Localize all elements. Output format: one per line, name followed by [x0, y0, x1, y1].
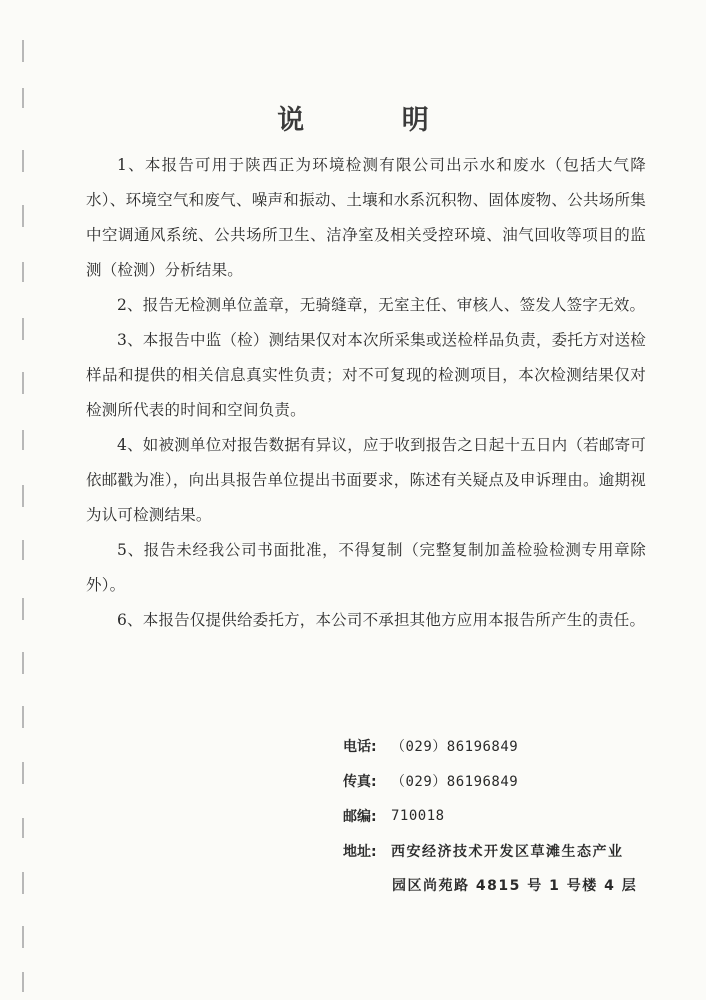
- zip-row: [343, 798, 673, 833]
- zip-value: 710018: [391, 807, 445, 824]
- notice-paragraph-6: 6、本报告仅提供给委托方，本公司不承担其他方应用本报告所产生的责任。: [117, 611, 646, 629]
- notice-paragraph-3: 3、本报告中监（检）测结果仅对本次所采集或送检样品负责，委托方对送检样品和提供的相关信息真实性负责；对不可复现的检测项目，本次检测结果仅对检测所代表的时间和空间负责。: [86, 331, 646, 419]
- phone-row: [343, 728, 673, 763]
- notice-paragraph-2: 2、报告无检测单位盖章，无骑缝章，无室主任、审核人、签发人签字无效。: [117, 296, 646, 314]
- address-line-1: 西安经济技术开发区草滩生态产业: [391, 843, 624, 860]
- notice-paragraph-1: 1、本报告可用于陕西正为环境检测有限公司出示水和废水（包括大气降水）、环境空气和废气、噪声和振动、土壤和水系沉积物、固体废物、公共场所集中空调通风系统、公共场所卫生、洁净室及相关受控环境、油气回收等项目的监测（检测）分析结果。: [86, 156, 646, 279]
- fax-value: （029）86196849: [391, 773, 519, 790]
- notice-paragraph-4: 4、如被测单位对报告数据有异议，应于收到报告之日起十五日内（若邮寄可依邮戳为准），向出具报告单位提出书面要求，陈述有关疑点及申诉理由。逾期视为认可检测结果。: [86, 436, 646, 524]
- notice-paragraph-5: 5、报告未经我公司书面批准，不得复制（完整复制加盖检验检测专用章除外）。: [86, 541, 646, 594]
- zip-label: 邮编:: [343, 808, 377, 825]
- page-title: 说 明: [277, 105, 473, 136]
- address-line-2: 园区尚苑路 4815 号 1 号楼 4 层: [392, 878, 638, 894]
- fax-row: [343, 763, 673, 798]
- fax-label: 传真:: [343, 773, 377, 790]
- phone-label: 电话:: [343, 738, 377, 755]
- binding-margin-marks: [0, 0, 30, 1000]
- address-row: [343, 833, 673, 868]
- notice-body: [86, 148, 646, 638]
- contact-block: [343, 728, 673, 868]
- address-label: 地址:: [343, 843, 377, 860]
- phone-value: （029）86196849: [391, 738, 519, 755]
